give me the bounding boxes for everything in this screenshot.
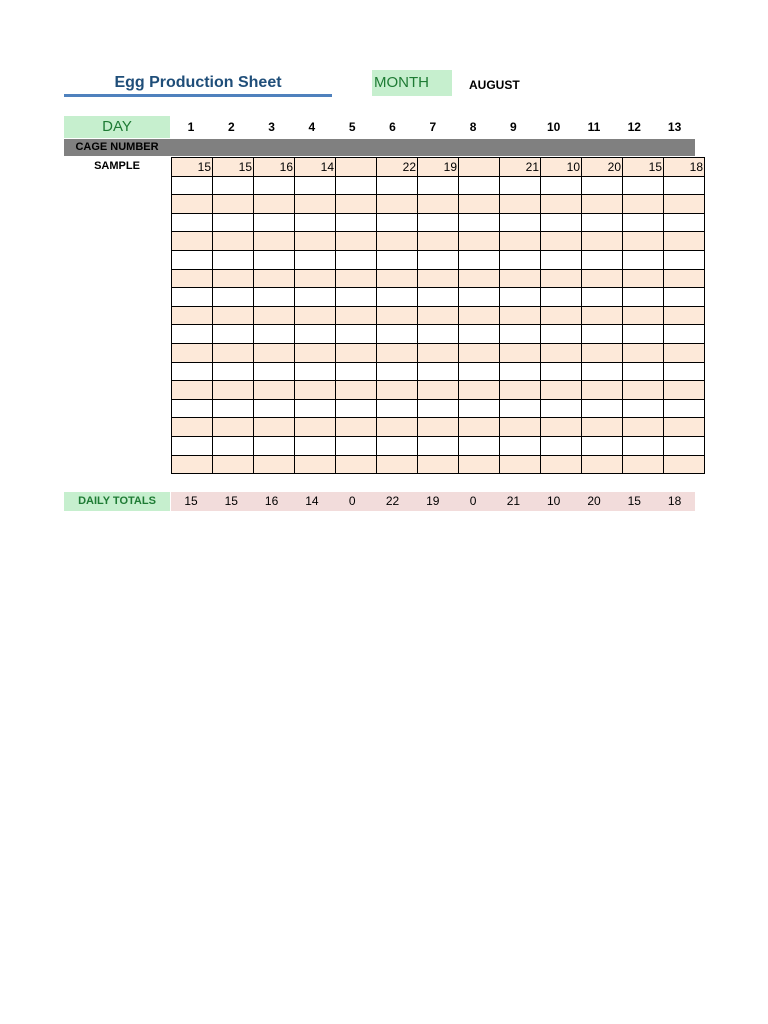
daily-total-value: 15 xyxy=(184,494,198,508)
grid-cell[interactable] xyxy=(254,362,295,381)
grid-cell[interactable] xyxy=(172,381,213,400)
grid-cell[interactable] xyxy=(213,250,254,269)
grid-cell[interactable] xyxy=(418,306,459,325)
grid-cell[interactable] xyxy=(500,250,541,269)
grid-cell[interactable] xyxy=(254,399,295,418)
grid-cell[interactable] xyxy=(623,232,664,251)
grid-cell[interactable] xyxy=(582,455,623,474)
grid-cell[interactable] xyxy=(623,455,664,474)
grid-cell[interactable] xyxy=(336,306,377,325)
grid-cell[interactable] xyxy=(623,362,664,381)
grid-cell[interactable] xyxy=(213,381,254,400)
grid-cell[interactable] xyxy=(623,195,664,214)
grid-cell[interactable] xyxy=(500,325,541,344)
grid-cell[interactable] xyxy=(213,288,254,307)
grid-cell[interactable] xyxy=(459,176,500,195)
grid-cell[interactable] xyxy=(172,343,213,362)
grid-cell[interactable] xyxy=(418,232,459,251)
month-label: MONTH xyxy=(372,70,452,96)
table-row xyxy=(172,455,705,474)
grid-cell[interactable] xyxy=(459,288,500,307)
grid-cell[interactable] xyxy=(336,399,377,418)
sample-cell[interactable]: 14 xyxy=(295,158,336,177)
grid-cell[interactable] xyxy=(295,455,336,474)
grid-cell[interactable] xyxy=(295,288,336,307)
grid-cell[interactable] xyxy=(418,195,459,214)
daily-total-value: 16 xyxy=(264,494,279,508)
grid-cell[interactable] xyxy=(541,195,582,214)
grid-cell[interactable] xyxy=(254,213,295,232)
grid-cell[interactable] xyxy=(623,399,664,418)
day-number: 5 xyxy=(348,120,356,134)
grid-cell[interactable] xyxy=(500,195,541,214)
grid-cell[interactable] xyxy=(664,399,705,418)
grid-cell[interactable] xyxy=(254,176,295,195)
grid-cell[interactable] xyxy=(459,232,500,251)
day-number: 8 xyxy=(469,120,477,134)
grid-cell[interactable] xyxy=(377,195,418,214)
grid-cell[interactable] xyxy=(664,232,705,251)
grid-cell[interactable] xyxy=(254,381,295,400)
grid-cell[interactable] xyxy=(500,455,541,474)
grid-cell[interactable] xyxy=(172,399,213,418)
grid-cell[interactable] xyxy=(295,269,336,288)
table-row xyxy=(172,381,705,400)
grid-cell[interactable] xyxy=(664,325,705,344)
grid-cell[interactable] xyxy=(459,436,500,455)
grid-cell[interactable] xyxy=(582,325,623,344)
day-number: 6 xyxy=(389,120,396,134)
grid-cell[interactable] xyxy=(254,436,295,455)
grid-cell[interactable] xyxy=(336,250,377,269)
grid-cell[interactable] xyxy=(459,250,500,269)
grid-cell[interactable] xyxy=(418,269,459,288)
grid-cell[interactable] xyxy=(582,306,623,325)
grid-cell[interactable] xyxy=(664,343,705,362)
grid-cell[interactable] xyxy=(459,455,500,474)
grid-cell[interactable] xyxy=(377,455,418,474)
grid-cell[interactable] xyxy=(664,306,705,325)
grid-cell[interactable] xyxy=(295,399,336,418)
grid-cell[interactable] xyxy=(418,325,459,344)
grid-cell[interactable] xyxy=(377,250,418,269)
grid-cell[interactable] xyxy=(500,176,541,195)
sample-cell[interactable]: 15 xyxy=(623,158,664,177)
daily-total-value: 0 xyxy=(469,494,477,508)
grid-cell[interactable] xyxy=(418,418,459,437)
grid-cell[interactable] xyxy=(377,381,418,400)
grid-cell[interactable] xyxy=(582,176,623,195)
grid-cell[interactable] xyxy=(664,176,705,195)
day-label: DAY xyxy=(64,116,170,138)
grid-cell[interactable] xyxy=(377,269,418,288)
grid-cell[interactable] xyxy=(500,381,541,400)
grid-cell[interactable] xyxy=(336,269,377,288)
grid-cell[interactable] xyxy=(541,343,582,362)
grid-cell[interactable] xyxy=(254,325,295,344)
grid-cell[interactable] xyxy=(459,418,500,437)
grid-cell[interactable] xyxy=(213,362,254,381)
grid-cell[interactable] xyxy=(295,362,336,381)
grid-cell[interactable] xyxy=(500,399,541,418)
grid-cell[interactable] xyxy=(336,325,377,344)
sample-cell[interactable]: 16 xyxy=(254,158,295,177)
grid-cell[interactable] xyxy=(336,232,377,251)
sample-cell[interactable]: 20 xyxy=(582,158,623,177)
grid-cell[interactable] xyxy=(254,269,295,288)
day-number: 7 xyxy=(429,120,437,134)
table-row xyxy=(172,213,705,232)
grid-cell[interactable] xyxy=(664,362,705,381)
grid-cell[interactable] xyxy=(213,325,254,344)
grid-cell[interactable] xyxy=(459,269,500,288)
grid-cell[interactable] xyxy=(172,250,213,269)
grid-cell[interactable] xyxy=(336,381,377,400)
grid-cell[interactable] xyxy=(623,288,664,307)
day-number: 13 xyxy=(667,120,682,134)
grid-cell[interactable] xyxy=(336,288,377,307)
grid-cell[interactable] xyxy=(213,176,254,195)
grid-cell[interactable] xyxy=(377,399,418,418)
grid-cell[interactable] xyxy=(500,436,541,455)
grid-cell[interactable] xyxy=(623,250,664,269)
daily-total-value: 15 xyxy=(627,494,641,508)
grid-cell[interactable] xyxy=(172,418,213,437)
grid-cell[interactable] xyxy=(377,436,418,455)
grid-cell[interactable] xyxy=(336,436,377,455)
grid-cell[interactable] xyxy=(295,418,336,437)
grid-cell[interactable] xyxy=(172,436,213,455)
grid-cell[interactable] xyxy=(295,213,336,232)
grid-cell[interactable] xyxy=(541,288,582,307)
table-row xyxy=(172,362,705,381)
table-row xyxy=(172,399,705,418)
grid-cell[interactable] xyxy=(295,250,336,269)
day-number: 11 xyxy=(587,120,601,134)
grid-cell[interactable] xyxy=(254,250,295,269)
grid-cell[interactable] xyxy=(254,418,295,437)
table-row xyxy=(172,195,705,214)
grid-cell[interactable] xyxy=(295,381,336,400)
grid-cell[interactable] xyxy=(418,343,459,362)
grid-cell[interactable] xyxy=(664,250,705,269)
grid-cell[interactable] xyxy=(664,195,705,214)
day-number: 10 xyxy=(547,120,561,134)
grid-cell[interactable] xyxy=(459,325,500,344)
grid-cell[interactable] xyxy=(172,195,213,214)
grid-cell[interactable] xyxy=(172,176,213,195)
sample-cell[interactable]: 18 xyxy=(664,158,705,177)
grid-cell[interactable] xyxy=(500,232,541,251)
grid-cell[interactable] xyxy=(500,213,541,232)
grid-cell[interactable] xyxy=(418,436,459,455)
grid-cell[interactable] xyxy=(582,399,623,418)
grid-cell[interactable] xyxy=(623,269,664,288)
day-number: 2 xyxy=(227,120,235,134)
grid-cell[interactable] xyxy=(500,418,541,437)
grid-cell[interactable] xyxy=(172,232,213,251)
grid-cell[interactable] xyxy=(172,269,213,288)
grid-cell[interactable] xyxy=(254,306,295,325)
grid-cell[interactable] xyxy=(336,213,377,232)
grid-cell[interactable] xyxy=(295,325,336,344)
production-grid xyxy=(171,157,705,474)
grid-cell[interactable] xyxy=(541,399,582,418)
grid-cell[interactable] xyxy=(213,306,254,325)
table-row xyxy=(172,250,705,269)
grid-cell[interactable] xyxy=(623,325,664,344)
grid-cell[interactable] xyxy=(582,195,623,214)
grid-cell[interactable] xyxy=(336,195,377,214)
day-number: 1 xyxy=(187,120,195,134)
grid-cell[interactable] xyxy=(664,213,705,232)
table-row xyxy=(172,343,705,362)
sample-cell[interactable]: 22 xyxy=(377,158,418,177)
grid-cell[interactable] xyxy=(582,381,623,400)
grid-cell[interactable] xyxy=(582,250,623,269)
grid-cell[interactable] xyxy=(500,306,541,325)
grid-cell[interactable] xyxy=(459,399,500,418)
grid-cell[interactable] xyxy=(377,362,418,381)
grid-cell[interactable] xyxy=(664,288,705,307)
grid-cell[interactable] xyxy=(172,325,213,344)
grid-cell[interactable] xyxy=(500,343,541,362)
grid-cell[interactable] xyxy=(582,362,623,381)
grid-cell[interactable] xyxy=(541,306,582,325)
grid-cell[interactable] xyxy=(664,381,705,400)
grid-cell[interactable] xyxy=(213,343,254,362)
grid-cell[interactable] xyxy=(582,288,623,307)
table-row xyxy=(172,176,705,195)
daily-total-value: 21 xyxy=(506,494,521,508)
sample-cell[interactable]: 10 xyxy=(541,158,582,177)
grid-cell[interactable] xyxy=(541,418,582,437)
grid-cell[interactable] xyxy=(336,176,377,195)
grid-cell[interactable] xyxy=(336,455,377,474)
sample-cell[interactable]: 15 xyxy=(213,158,254,177)
grid-cell[interactable] xyxy=(541,176,582,195)
grid-cell[interactable] xyxy=(541,362,582,381)
daily-total-value: 18 xyxy=(667,494,682,508)
grid-cell[interactable] xyxy=(582,418,623,437)
grid-cell[interactable] xyxy=(582,213,623,232)
grid-cell[interactable] xyxy=(377,418,418,437)
grid-cell[interactable] xyxy=(295,176,336,195)
grid-cell[interactable] xyxy=(172,306,213,325)
grid-cell[interactable] xyxy=(459,381,500,400)
sample-row xyxy=(172,158,705,177)
grid-cell[interactable] xyxy=(254,343,295,362)
grid-cell[interactable] xyxy=(541,213,582,232)
grid-cell[interactable] xyxy=(623,436,664,455)
grid-cell[interactable] xyxy=(459,343,500,362)
grid-cell[interactable] xyxy=(254,288,295,307)
grid-cell[interactable] xyxy=(254,195,295,214)
grid-cell[interactable] xyxy=(418,399,459,418)
daily-total-value: 20 xyxy=(587,494,601,508)
grid-cell[interactable] xyxy=(541,381,582,400)
grid-cell[interactable] xyxy=(582,436,623,455)
grid-cell[interactable] xyxy=(254,232,295,251)
grid-cell[interactable] xyxy=(664,269,705,288)
grid-cell[interactable] xyxy=(418,381,459,400)
grid-cell[interactable] xyxy=(664,436,705,455)
grid-cell[interactable] xyxy=(377,306,418,325)
grid-cell[interactable] xyxy=(500,269,541,288)
daily-total-value: 10 xyxy=(547,494,561,508)
grid-cell[interactable] xyxy=(213,269,254,288)
sample-cell[interactable] xyxy=(336,158,377,177)
grid-cell[interactable] xyxy=(459,195,500,214)
grid-cell[interactable] xyxy=(213,213,254,232)
title-underline xyxy=(64,94,332,97)
grid-cell[interactable] xyxy=(541,250,582,269)
grid-cell[interactable] xyxy=(213,455,254,474)
grid-cell[interactable] xyxy=(377,232,418,251)
grid-cell[interactable] xyxy=(377,213,418,232)
grid-cell[interactable] xyxy=(418,288,459,307)
table-row xyxy=(172,269,705,288)
table-row xyxy=(172,418,705,437)
grid-cell[interactable] xyxy=(172,288,213,307)
grid-cell[interactable] xyxy=(418,213,459,232)
grid-cell[interactable] xyxy=(172,213,213,232)
grid-cell[interactable] xyxy=(377,325,418,344)
grid-cell[interactable] xyxy=(295,436,336,455)
grid-cell[interactable] xyxy=(172,362,213,381)
day-number: 3 xyxy=(268,120,275,134)
grid-cell[interactable] xyxy=(295,195,336,214)
table-row xyxy=(172,325,705,344)
table-row xyxy=(172,306,705,325)
grid-cell[interactable] xyxy=(254,455,295,474)
grid-cell[interactable] xyxy=(623,343,664,362)
daily-total-value: 0 xyxy=(348,494,356,508)
cage-number-label: CAGE NUMBER xyxy=(75,141,159,153)
grid-cell[interactable] xyxy=(541,232,582,251)
grid-cell[interactable] xyxy=(418,455,459,474)
grid-cell[interactable] xyxy=(459,213,500,232)
grid-cell[interactable] xyxy=(623,213,664,232)
grid-cell[interactable] xyxy=(213,418,254,437)
grid-cell[interactable] xyxy=(418,250,459,269)
day-number: 12 xyxy=(627,120,641,134)
table-row xyxy=(172,232,705,251)
grid-cell[interactable] xyxy=(377,343,418,362)
grid-cell[interactable] xyxy=(295,343,336,362)
grid-cell[interactable] xyxy=(582,343,623,362)
grid-cell[interactable] xyxy=(336,343,377,362)
grid-cell[interactable] xyxy=(213,195,254,214)
grid-cell[interactable] xyxy=(418,176,459,195)
grid-cell[interactable] xyxy=(582,269,623,288)
grid-cell[interactable] xyxy=(541,455,582,474)
daily-totals-label: DAILY TOTALS xyxy=(64,492,170,511)
grid-cell[interactable] xyxy=(541,325,582,344)
grid-cell[interactable] xyxy=(336,418,377,437)
grid-cell[interactable] xyxy=(664,455,705,474)
grid-cell[interactable] xyxy=(623,176,664,195)
daily-total-value: 15 xyxy=(224,494,238,508)
month-value[interactable]: AUGUST xyxy=(469,78,520,92)
grid-cell[interactable] xyxy=(500,288,541,307)
grid-cell[interactable] xyxy=(336,362,377,381)
grid-cell[interactable] xyxy=(377,176,418,195)
grid-cell[interactable] xyxy=(459,362,500,381)
grid-cell[interactable] xyxy=(213,399,254,418)
grid-cell[interactable] xyxy=(459,306,500,325)
daily-total-value: 22 xyxy=(385,494,400,508)
grid-cell[interactable] xyxy=(213,232,254,251)
grid-cell[interactable] xyxy=(295,306,336,325)
grid-cell[interactable] xyxy=(418,362,459,381)
grid-cell[interactable] xyxy=(664,418,705,437)
grid-cell[interactable] xyxy=(172,455,213,474)
grid-cell[interactable] xyxy=(582,232,623,251)
sample-cell[interactable]: 21 xyxy=(500,158,541,177)
table-row xyxy=(172,288,705,307)
daily-total-value: 14 xyxy=(305,494,319,508)
sample-cell[interactable] xyxy=(459,158,500,177)
sample-cell[interactable]: 19 xyxy=(418,158,459,177)
day-number: 4 xyxy=(308,120,316,134)
grid-cell[interactable] xyxy=(623,306,664,325)
sample-cell[interactable]: 15 xyxy=(172,158,213,177)
grid-cell[interactable] xyxy=(541,436,582,455)
grid-cell[interactable] xyxy=(623,381,664,400)
grid-cell[interactable] xyxy=(295,232,336,251)
daily-total-value: 19 xyxy=(426,494,440,508)
grid-cell[interactable] xyxy=(623,418,664,437)
grid-cell[interactable] xyxy=(213,436,254,455)
table-row xyxy=(172,436,705,455)
day-number: 9 xyxy=(510,120,517,134)
grid-cell[interactable] xyxy=(377,288,418,307)
grid-cell[interactable] xyxy=(541,269,582,288)
sheet-title: Egg Production Sheet xyxy=(114,74,282,91)
sample-label: SAMPLE xyxy=(94,160,140,172)
grid-cell[interactable] xyxy=(500,362,541,381)
